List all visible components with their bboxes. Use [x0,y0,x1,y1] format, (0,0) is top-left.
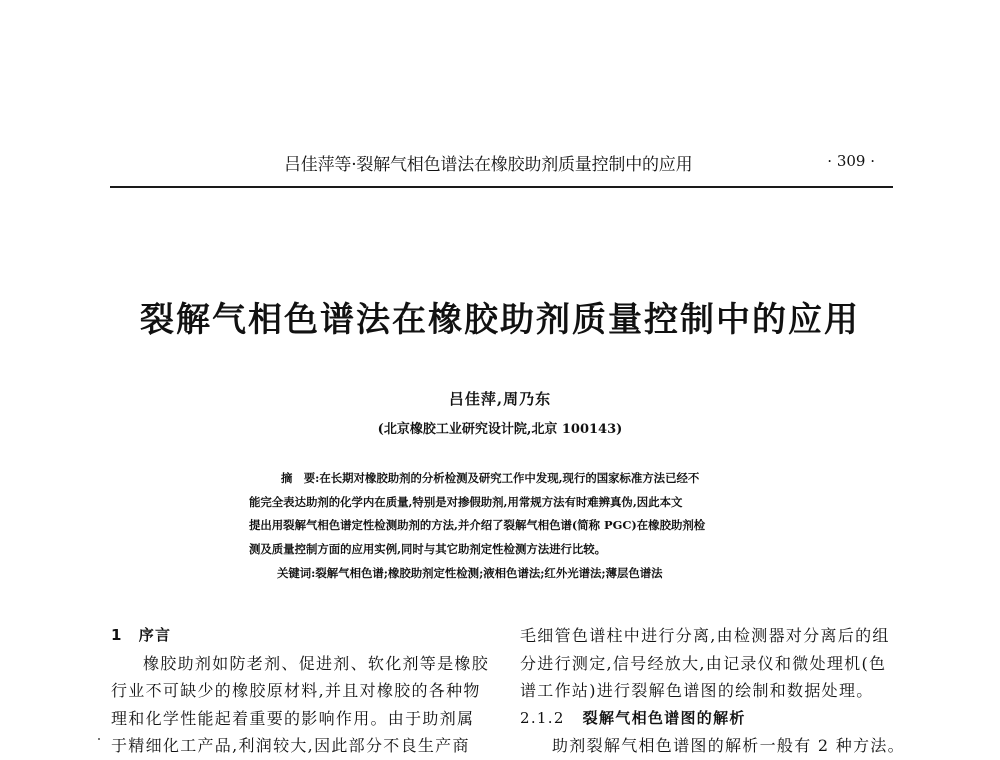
abstract-line: 提出用裂解气相色谱定性检测助剂的方法,并介绍了裂解气相色谱(简称 PGC)在橡胶助剂检 [249,518,706,532]
section-number: 1 [111,626,123,644]
right-column [520,622,905,760]
body-line: 橡胶助剂如防老剂、促进剂、软化剂等是橡胶 [143,653,490,673]
keywords-text: 裂解气相色谱;橡胶助剂定性检测;液相色谱法;红外光谱法;薄层色谱法 [315,566,663,580]
section-heading [111,622,483,650]
scan-speck [98,738,100,740]
body-line: 于精细化工产品,利润较大,因此部分不良生产商 [111,736,470,755]
subsection-title: 裂解气相色谱图的解析 [582,708,746,727]
page-number: · 309 · [827,152,875,170]
header-rule [110,186,893,188]
keywords [277,565,663,581]
abstract-line: 摘 要:在长期对橡胶助剂的分析检测及研究工作中发现,现行的国家标准方法已经不 [281,471,700,485]
running-header-title: 吕佳萍等·裂解气相色谱法在橡胶助剂质量控制中的应用 [284,155,693,175]
abstract-label: 摘 要: [281,471,320,485]
body-line: 行业不可缺少的橡胶原材料,并且对橡胶的各种物 [111,681,481,700]
body-line: 理和化学性能起着重要的影响作用。由于助剂属 [111,708,475,728]
abstract-line: 能完全表达助剂的化学内在质量,特别是对掺假助剂,用常规方法有时难辨真伪,因此本文 [249,494,683,509]
section-title: 序言 [138,626,172,644]
body-line: 毛细管色谱柱中进行分离,由检测器对分离后的组 [520,626,890,645]
abstract [249,467,773,561]
subsection-number: 2.1.2 [520,708,565,727]
paper-title: 裂解气相色谱法在橡胶助剂质量控制中的应用 [140,300,860,340]
body-line: 谱工作站)进行裂解色谱图的绘制和数据处理。 [520,681,874,700]
keywords-label: 关键词: [277,566,316,580]
running-header [110,150,893,180]
left-column [111,622,490,760]
affiliation: (北京橡胶工业研究设计院,北京 100143) [377,422,623,437]
subsection-heading [520,705,892,733]
body-line: 助剂裂解气相色谱图的解析一般有 2 种方法。 [552,736,905,755]
authors: 吕佳萍,周乃东 [448,390,552,408]
abstract-line: 测及质量控制方面的应用实例,同时与其它助剂定性检测方法进行比较。 [249,541,607,556]
body-line: 分进行测定,信号经放大,由记录仪和微处理机(色 [520,653,887,673]
